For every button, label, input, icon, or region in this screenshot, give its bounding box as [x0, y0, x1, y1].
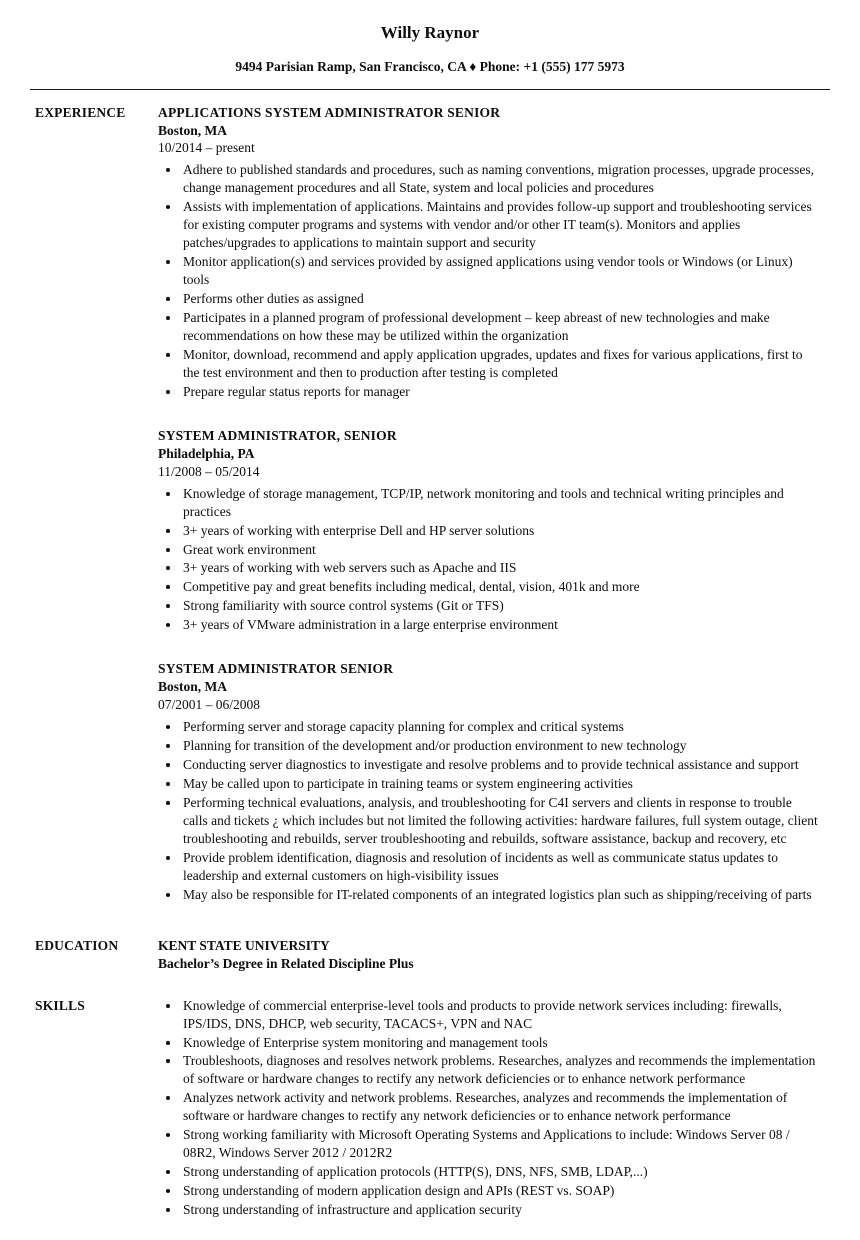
bullet-item: • Performs other duties as assigned — [181, 290, 818, 308]
job-bullets — [158, 161, 818, 400]
header-divider — [30, 89, 830, 90]
bullet-item: • 3+ years of VMware administration in a large enterprise environment — [181, 616, 818, 634]
bullet-item: • Performing server and storage capacity planning for complex and critical systems — [181, 718, 818, 736]
bullet-item: • Great work environment — [181, 541, 818, 559]
bullet-item: • Adhere to published standards and procedures, such as naming conventions, migration processes, upgrade processes, change management procedures and all State, system and local policies and procedures — [181, 161, 818, 197]
section-label-skills: SKILLS — [35, 997, 85, 1013]
skills-section — [0, 997, 860, 1220]
bullet-item: • Conducting server diagnostics to investigate and resolve problems and to provide technical assistance and support — [181, 756, 818, 774]
bullet-item: • Performing technical evaluations, analysis, and troubleshooting for C4I servers and clients in response to trouble calls and tickets ¿ which includes but not limited the following activities: hardware failures, full system outage, client troubleshooting and rebuilds, server troubleshooting and rebuilds, software assistance, backup and recovery, etc — [181, 794, 818, 848]
bullet-item: • Strong understanding of application protocols (HTTP(S), DNS, NFS, SMB, LDAP,...) — [181, 1163, 818, 1181]
bullet-item: • Knowledge of Enterprise system monitoring and management tools — [181, 1034, 818, 1052]
bullet-item: • Knowledge of storage management, TCP/IP, network monitoring and tools and technical writing principles and practices — [181, 485, 818, 521]
bullet-item: • Prepare regular status reports for manager — [181, 383, 818, 401]
bullet-item: • May also be responsible for IT-related components of an integrated logistics plan such as shipping/receiving of parts — [181, 886, 818, 904]
job-entry — [158, 427, 818, 634]
job-bullets — [158, 485, 818, 635]
skills-list — [158, 997, 818, 1219]
job-title: SYSTEM ADMINISTRATOR SENIOR — [158, 661, 394, 677]
job-bullets — [158, 718, 818, 904]
job-dates: 10/2014 – present — [158, 140, 255, 156]
job-dates: 07/2001 – 06/2008 — [158, 697, 261, 713]
section-label-education: EDUCATION — [35, 937, 119, 953]
bullet-item: • Monitor application(s) and services provided by assigned applications using vendor tools or Windows (or Linux) tools — [181, 253, 818, 289]
education-content — [158, 937, 858, 973]
job-location: Boston, MA — [158, 122, 228, 138]
bullet-item: • Strong working familiarity with Microsoft Operating Systems and Applications to include: Windows Server 08 / 08R2, Windows Server 2012 / 2012R2 — [181, 1126, 818, 1162]
bullet-item: • Participates in a planned program of professional development – keep abreast of new technologies and make recommendations on how these may be utilized within the organization — [181, 309, 818, 345]
bullet-item: • 3+ years of working with enterprise Dell and HP server solutions — [181, 522, 818, 540]
candidate-name: Willy Raynor — [380, 23, 480, 42]
job-entry — [158, 104, 818, 401]
section-label-experience: EXPERIENCE — [35, 104, 126, 120]
bullet-item: • Analyzes network activity and network problems. Researches, analyzes and recommends the implementation of software or hardware changes to rectify any network deficiencies or to enhance network performance — [181, 1089, 818, 1125]
skills-content — [158, 997, 858, 1220]
job-location: Boston, MA — [158, 679, 228, 695]
bullet-item: • Strong understanding of modern application design and APIs (REST vs. SOAP) — [181, 1182, 818, 1200]
bullet-item: • Knowledge of commercial enterprise-level tools and products to provide network services including: firewalls, IPS/IDS, DNS, DHCP, web security, TACACS+, VPN and NAC — [181, 997, 818, 1033]
bullet-item: • 3+ years of working with web servers such as Apache and IIS — [181, 559, 818, 577]
bullet-item: • May be called upon to participate in training teams or system engineering activities — [181, 775, 818, 793]
school-name: KENT STATE UNIVERSITY — [158, 937, 330, 953]
resume-header — [0, 22, 860, 76]
experience-section — [0, 104, 860, 905]
job-dates: 11/2008 – 05/2014 — [158, 463, 260, 479]
bullet-item: • Planning for transition of the development and/or production environment to new technology — [181, 737, 818, 755]
job-entry — [158, 660, 818, 903]
bullet-item: • Assists with implementation of applications. Maintains and provides follow-up support and troubleshooting services for existing computer programs and systems with vendor and/or other IT team(s). Monitors and applies patches/upgrades to applications to maintain support and security — [181, 198, 818, 252]
bullet-item: • Strong understanding of infrastructure and application security — [181, 1201, 818, 1219]
job-title: SYSTEM ADMINISTRATOR, SENIOR — [158, 427, 397, 443]
bullet-item: • Strong familiarity with source control systems (Git or TFS) — [181, 597, 818, 615]
experience-content — [158, 104, 858, 905]
degree-name: Bachelor’s Degree in Related Discipline Plus — [158, 955, 414, 971]
job-title: APPLICATIONS SYSTEM ADMINISTRATOR SENIOR — [158, 104, 501, 120]
job-location: Philadelphia, PA — [158, 445, 255, 461]
contact-line: 9494 Parisian Ramp, San Francisco, CA ♦ Phone: +1 (555) 177 5973 — [235, 58, 625, 74]
bullet-item: • Monitor, download, recommend and apply application upgrades, updates and fixes for various applications, first to the test environment and then to production after testing is completed — [181, 346, 818, 382]
education-section — [0, 937, 860, 973]
bullet-item: • Troubleshoots, diagnoses and resolves network problems. Researches, analyzes and recommends the implementation of software or hardware changes to rectify any network deficiencies or to enhance network performance — [181, 1052, 818, 1088]
bullet-item: • Competitive pay and great benefits including medical, dental, vision, 401k and more — [181, 578, 818, 596]
bullet-item: • Provide problem identification, diagnosis and resolution of incidents as well as communicate status updates to leadership and external customers on high-visibility issues — [181, 849, 818, 885]
